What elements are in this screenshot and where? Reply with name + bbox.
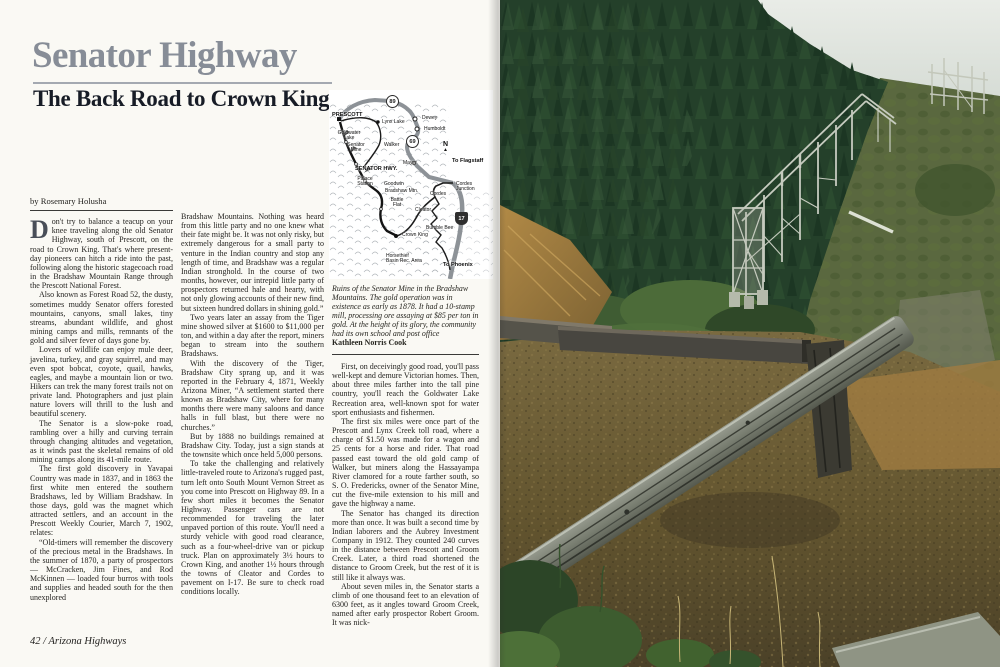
map-label: To Flagstaff (452, 158, 484, 164)
paragraph: With the discovery of the Tiger, Bradshaw City sprang up, and it was reported in the February 4, 1871, Weekly Arizona Miner, “A settlement started there known as Bradshaw City, where for many months there were many saloons and dance halls in full blast, but there were no churches.” (181, 358, 324, 432)
photo-credit: Kathleen Norris Cook (332, 338, 407, 347)
map-label: Senator Mine (347, 142, 365, 154)
title-rule (33, 82, 332, 84)
paragraph: Two years later an assay from the Tiger mine showed silver at $1600 to $11,000 per ton, and within a day after the report, miners began to stream into the southern Bradshaws. (181, 312, 324, 359)
map-label: Cleator (415, 207, 432, 213)
byline-rule (30, 210, 173, 211)
page-subtitle: The Back Road to Crown King (33, 86, 330, 111)
map-labels (329, 90, 493, 279)
map-label: PRESCOTT (332, 112, 363, 118)
map-label: Bumble Bee (426, 225, 454, 231)
map-label: SENATOR HWY. (355, 166, 398, 172)
column-1 (30, 197, 173, 602)
route-badge-89: 89 (386, 95, 399, 108)
map-label: To Phoenix (443, 262, 473, 268)
right-page (500, 0, 1000, 667)
paragraph: To take the challenging and relatively little-traveled route to Arizona's rugged past, turn left onto South Mount Vernon Street as you come into Prescott on Highway 89. In a few short miles it becomes the Senator Highway. Passenger cars are not recommended for traveling the later unpaved portion of this route. You'll need a sturdy vehicle with good road clearance, such as a four-wheel-drive van or pickup truck. Plan on approximately 3½ hours to Crown King, and another 1½ hours through the towns of Cleator and Cordes to pavement on I-17. Be sure to check road conditions locally. (181, 459, 324, 597)
map-label: Bradshaw Mtn. (385, 188, 419, 194)
paragraph: Lovers of wildlife can enjoy mule deer, javelina, turkey, and gray squirrel, and may even spot bobcat, coyote, quail, hawks, eagles, and maybe a mountain lion or two. Hikers can trek the many forest trails not on private land. Photographers and just plain nature lovers will thrill to the lush and beautiful scenery. (30, 345, 173, 419)
map-label: Crown King (402, 232, 428, 238)
paragraph: “Old-timers will remember the discovery of the precious metal in the Bradshaws. In the summer of 1870, a party of prospectors — McCracken, Jim Fines, and Rod McKinnen — loaded four burros with tools and supplies and headed south for the then unexplored (30, 537, 173, 602)
map-label: Cordes (430, 191, 447, 197)
paragraph: Also known as Forest Road 52, the dusty, sometimes muddy Senator offers forested mountains, canyons, small lakes, tiny streams, abundant wildlife, and ghost mining camps and mills, remnants of the gold and silver fever of days gone by. (30, 290, 173, 346)
paragraph: The first six miles were once part of the Prescott and Lynx Creek toll road, where a charge of $1.50 was made for a wagon and 25 cents for a horse and rider. That road passed east toward the old gold camp of Walker, but miners along the Hassayampa River clamored for a route farther south, so S. O. Fredericks, owner of the Senator Mine, cut the five-mile extension to his mill and gave the highway a name. (332, 416, 479, 509)
column-2 (181, 212, 324, 597)
byline: by Rosemary Holusha (30, 196, 107, 206)
paragraph: But by 1888 no buildings remained at Bradshaw City. Today, just a sign stands at the townsite which once held 5,000 persons. (181, 431, 324, 460)
drop-cap: D (30, 215, 49, 245)
paragraph: The first gold discovery in Yavapai Country was made in 1837, and in 1863 the first white men entered the southern Bradshaws, led by William Bradshaw. In those days, gold was the magnet which attracted settlers, and an account in the Prescott Weekly Courier, March 7, 1902, relates: (30, 464, 173, 538)
map-label: Cordes Junction (456, 181, 475, 193)
caption-rule (332, 354, 479, 355)
paragraph: The Senator has changed its direction more than once. It was built a second time by Indian laborers and the Aubrey Investment Company in 1912. They counted 240 curves in the distance between Prescott and Groom Creek. Later, a third road shortened the distance to Groom Creek, but the rest of it is still like it always was. (332, 508, 479, 582)
map-label: Mayer (403, 160, 417, 166)
paragraph: Bradshaw Mountains. Nothing was heard from this little party and no one knew what their fate might be. It was not only risky, but extremely dangerous for a small party to venture in the Indian country and stop any length of time, and Bradshaw was a regular Indian stronghold. In the course of two months, however, our intrepid little party of prospectors returned hale and hearty, with not only glowing accounts of their new find, but sixteen hundred dollars in shining gold.” (181, 212, 324, 313)
map-label: Goodwin (384, 181, 404, 187)
map-label: Palace Station (357, 176, 373, 188)
map-label: Humboldt (424, 126, 446, 132)
route-map (329, 90, 493, 279)
route-badge-69: 69 (406, 135, 419, 148)
hillside-brush (915, 164, 995, 216)
north-arrow-icon: N ▲ (443, 141, 449, 153)
map-label: Horsethief Basin Rec. Area (386, 253, 422, 265)
paragraph: The Senator is a slow-poke road, rambling over a hilly and curving terrain through changing altitudes and vegetation, as it winds past the skeletal remains of old mining camps along its 41-mile route. (30, 418, 173, 465)
map-label: Goldwater Lake (337, 130, 361, 142)
trestle-tower (729, 208, 768, 309)
page-title: Senator Highway (32, 35, 297, 76)
page-folio: 42 / Arizona Highways (30, 636, 127, 647)
paragraph: About seven miles in, the Senator starts a climb of one thousand feet to an elevation of 6300 feet, as it angles toward Groom Creek, named after early prospector Robert Groom. It was nick- (332, 581, 479, 628)
route-shield-i17: 17 (455, 212, 468, 225)
ground-shadow (660, 492, 840, 548)
paragraph: First, on deceivingly good road, you'll pass well-kept and demure Victorian homes. Then, about three miles farther into the tall pine country, you'll reach the Goldwater Lake Recreation area, well-known spot for water sport enthusiasts and fishermen. (332, 362, 479, 417)
photo-caption: Ruins of the Senator Mine in the Bradshaw Mountains. The gold operation was in existence as early as 1878. It had a 10-stamp mill, processing ore assaying at $85 per ton in gold. At the height of its glory, the community had its own school and post office (332, 284, 479, 338)
map-label: Dewey (422, 115, 438, 121)
map-label: Battle Flat (390, 197, 404, 209)
map-label: Lynx Lake (382, 119, 405, 125)
paragraph: Don't try to balance a teacup on your knee traveling along the old Senator Highway, south of Prescott, on the road to Crown King. That's where present-day pioneers can hitch a ride into the past, following along the historic stagecoach road in the Bradshaw Mountain Range through the Prescott National Forest. (30, 215, 173, 291)
map-label: Walker (384, 142, 400, 148)
mine-photo (500, 0, 1000, 667)
column-3 (332, 284, 479, 628)
